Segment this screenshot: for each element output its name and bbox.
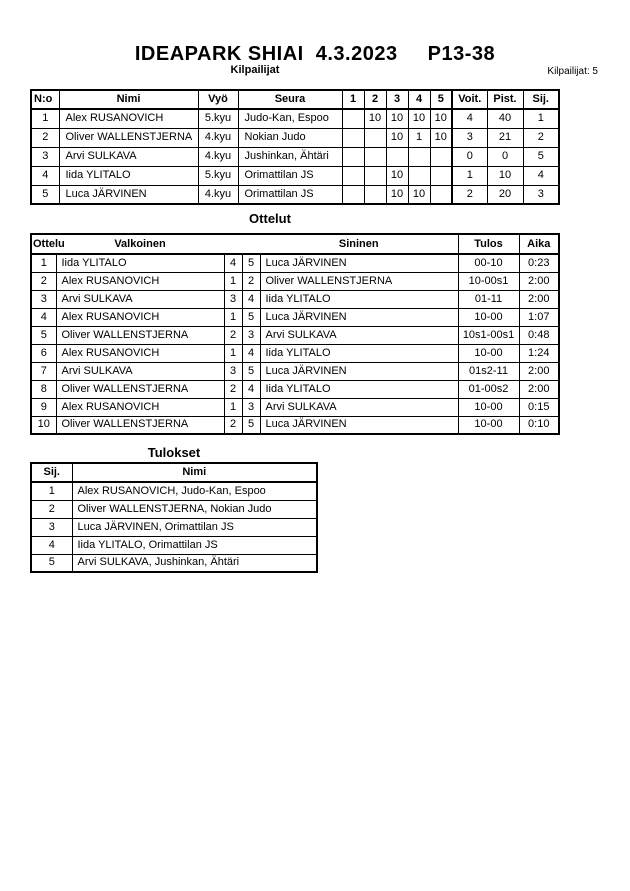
competitor-row bbox=[31, 147, 559, 166]
competitor-name: Arvi SULKAVA bbox=[59, 147, 198, 166]
col-rank: Sij. bbox=[523, 90, 559, 109]
rank: 5 bbox=[523, 147, 559, 166]
time: 1:24 bbox=[519, 344, 559, 362]
points: 10 bbox=[487, 166, 523, 185]
competitor-belt: 4.kyu bbox=[198, 128, 238, 147]
match-number: 1 bbox=[31, 254, 56, 272]
competitors-header-row bbox=[31, 90, 559, 109]
results-section-title: Tulokset bbox=[147, 445, 201, 460]
competitors-table bbox=[30, 89, 560, 205]
col-match-number: Ottelu bbox=[31, 234, 56, 254]
competitor-number: 3 bbox=[31, 147, 59, 166]
time: 0:15 bbox=[519, 398, 559, 416]
match-point-4 bbox=[408, 166, 430, 185]
wins: 2 bbox=[452, 185, 487, 204]
wins: 4 bbox=[452, 109, 487, 128]
category-code: P13-38 bbox=[427, 43, 496, 65]
competitor-club: Jushinkan, Ähtäri bbox=[238, 147, 342, 166]
match-point-2 bbox=[364, 166, 386, 185]
col-score: Tulos bbox=[458, 234, 519, 254]
score: 01-00s2 bbox=[458, 380, 519, 398]
col-blue: Sininen bbox=[260, 234, 458, 254]
competitor-club: Orimattilan JS bbox=[238, 185, 342, 204]
competitor-belt: 5.kyu bbox=[198, 109, 238, 128]
rank: 1 bbox=[523, 109, 559, 128]
time: 0:10 bbox=[519, 416, 559, 434]
name-club: Luca JÄRVINEN, Orimattilan JS bbox=[72, 518, 317, 536]
match-point-2 bbox=[364, 185, 386, 204]
match-point-3: 10 bbox=[386, 128, 408, 147]
white-name: Arvi SULKAVA bbox=[56, 362, 224, 380]
rank: 5 bbox=[31, 554, 72, 572]
white-number: 2 bbox=[224, 326, 242, 344]
matches-table bbox=[30, 233, 560, 435]
rank: 3 bbox=[523, 185, 559, 204]
col-match-5: 5 bbox=[430, 90, 452, 109]
competitor-number: 2 bbox=[31, 128, 59, 147]
blue-name: Iida YLITALO bbox=[260, 344, 458, 362]
match-row bbox=[31, 344, 559, 362]
competitor-number: 4 bbox=[31, 166, 59, 185]
match-point-5 bbox=[430, 185, 452, 204]
match-point-4: 10 bbox=[408, 109, 430, 128]
match-row bbox=[31, 416, 559, 434]
competitor-name: Alex RUSANOVICH bbox=[59, 109, 198, 128]
match-point-1 bbox=[342, 185, 364, 204]
white-number: 4 bbox=[224, 254, 242, 272]
blue-number: 3 bbox=[242, 326, 260, 344]
rank: 4 bbox=[523, 166, 559, 185]
match-number: 3 bbox=[31, 290, 56, 308]
col-match-4: 4 bbox=[408, 90, 430, 109]
match-row bbox=[31, 326, 559, 344]
matches-section-title: Ottelut bbox=[249, 211, 291, 226]
match-point-4: 1 bbox=[408, 128, 430, 147]
col-club: Seura bbox=[238, 90, 342, 109]
white-number: 1 bbox=[224, 398, 242, 416]
score: 10-00 bbox=[458, 308, 519, 326]
white-name: Oliver WALLENSTJERNA bbox=[56, 416, 224, 434]
rank: 3 bbox=[31, 518, 72, 536]
points: 20 bbox=[487, 185, 523, 204]
wins: 0 bbox=[452, 147, 487, 166]
score: 01s2-11 bbox=[458, 362, 519, 380]
match-point-5 bbox=[430, 166, 452, 185]
score: 10s1-00s1 bbox=[458, 326, 519, 344]
col-match-2: 2 bbox=[364, 90, 386, 109]
event-date: 4.3.2023 bbox=[315, 43, 398, 65]
score: 10-00 bbox=[458, 344, 519, 362]
result-row bbox=[31, 554, 317, 572]
blue-number: 4 bbox=[242, 344, 260, 362]
competitor-club: Orimattilan JS bbox=[238, 166, 342, 185]
competitor-club: Nokian Judo bbox=[238, 128, 342, 147]
blue-number: 4 bbox=[242, 380, 260, 398]
result-row bbox=[31, 536, 317, 554]
blue-number: 5 bbox=[242, 416, 260, 434]
match-point-2: 10 bbox=[364, 109, 386, 128]
match-point-4 bbox=[408, 147, 430, 166]
competitor-number: 1 bbox=[31, 109, 59, 128]
competitor-name: Oliver WALLENSTJERNA bbox=[59, 128, 198, 147]
match-row bbox=[31, 380, 559, 398]
score: 10-00 bbox=[458, 416, 519, 434]
col-rank: Sij. bbox=[31, 463, 72, 482]
white-number: 1 bbox=[224, 344, 242, 362]
match-point-3: 10 bbox=[386, 185, 408, 204]
page-title bbox=[0, 43, 630, 66]
white-number: 3 bbox=[224, 290, 242, 308]
rank: 2 bbox=[523, 128, 559, 147]
score: 10-00s1 bbox=[458, 272, 519, 290]
competitor-belt: 4.kyu bbox=[198, 147, 238, 166]
match-number: 2 bbox=[31, 272, 56, 290]
col-belt: Vyö bbox=[198, 90, 238, 109]
match-point-1 bbox=[342, 109, 364, 128]
results-table bbox=[30, 462, 318, 573]
competitor-row bbox=[31, 185, 559, 204]
blue-name: Iida YLITALO bbox=[260, 290, 458, 308]
time: 2:00 bbox=[519, 290, 559, 308]
points: 21 bbox=[487, 128, 523, 147]
match-number: 10 bbox=[31, 416, 56, 434]
blue-number: 2 bbox=[242, 272, 260, 290]
results-header-row bbox=[31, 463, 317, 482]
blue-number: 5 bbox=[242, 254, 260, 272]
blue-name: Iida YLITALO bbox=[260, 380, 458, 398]
competitors-count: Kilpailijat: 5 bbox=[547, 66, 598, 77]
col-blue-number bbox=[242, 234, 260, 254]
score: 10-00 bbox=[458, 398, 519, 416]
blue-number: 5 bbox=[242, 308, 260, 326]
result-row bbox=[31, 500, 317, 518]
col-wins: Voit. bbox=[452, 90, 487, 109]
col-name: Nimi bbox=[72, 463, 317, 482]
time: 2:00 bbox=[519, 362, 559, 380]
blue-name: Oliver WALLENSTJERNA bbox=[260, 272, 458, 290]
blue-name: Arvi SULKAVA bbox=[260, 398, 458, 416]
name-club: Oliver WALLENSTJERNA, Nokian Judo bbox=[72, 500, 317, 518]
rank: 4 bbox=[31, 536, 72, 554]
white-name: Alex RUSANOVICH bbox=[56, 344, 224, 362]
match-row bbox=[31, 362, 559, 380]
name-club: Alex RUSANOVICH, Judo-Kan, Espoo bbox=[72, 482, 317, 500]
name-club: Arvi SULKAVA, Jushinkan, Ähtäri bbox=[72, 554, 317, 572]
match-row bbox=[31, 398, 559, 416]
col-number: N:o bbox=[31, 90, 59, 109]
score: 00-10 bbox=[458, 254, 519, 272]
white-name: Alex RUSANOVICH bbox=[56, 272, 224, 290]
match-point-3: 10 bbox=[386, 166, 408, 185]
match-row bbox=[31, 290, 559, 308]
match-point-3: 10 bbox=[386, 109, 408, 128]
time: 1:07 bbox=[519, 308, 559, 326]
wins: 1 bbox=[452, 166, 487, 185]
white-name: Alex RUSANOVICH bbox=[56, 398, 224, 416]
white-number: 3 bbox=[224, 362, 242, 380]
white-name: Alex RUSANOVICH bbox=[56, 308, 224, 326]
match-number: 9 bbox=[31, 398, 56, 416]
points: 40 bbox=[487, 109, 523, 128]
competitor-belt: 5.kyu bbox=[198, 166, 238, 185]
match-number: 4 bbox=[31, 308, 56, 326]
match-number: 8 bbox=[31, 380, 56, 398]
white-name: Oliver WALLENSTJERNA bbox=[56, 380, 224, 398]
time: 2:00 bbox=[519, 380, 559, 398]
score: 01-11 bbox=[458, 290, 519, 308]
competitor-number: 5 bbox=[31, 185, 59, 204]
competitor-name: Luca JÄRVINEN bbox=[59, 185, 198, 204]
match-point-5 bbox=[430, 147, 452, 166]
white-number: 1 bbox=[224, 272, 242, 290]
match-point-4: 10 bbox=[408, 185, 430, 204]
match-point-1 bbox=[342, 147, 364, 166]
blue-name: Luca JÄRVINEN bbox=[260, 254, 458, 272]
blue-name: Luca JÄRVINEN bbox=[260, 308, 458, 326]
white-name: Arvi SULKAVA bbox=[56, 290, 224, 308]
blue-name: Luca JÄRVINEN bbox=[260, 362, 458, 380]
rank: 1 bbox=[31, 482, 72, 500]
col-white-number bbox=[224, 234, 242, 254]
match-number: 6 bbox=[31, 344, 56, 362]
matches-header-row bbox=[31, 234, 559, 254]
match-row bbox=[31, 272, 559, 290]
match-row bbox=[31, 308, 559, 326]
competitor-club: Judo-Kan, Espoo bbox=[238, 109, 342, 128]
competitor-name: Iida YLITALO bbox=[59, 166, 198, 185]
col-name: Nimi bbox=[59, 90, 198, 109]
match-row bbox=[31, 254, 559, 272]
blue-number: 5 bbox=[242, 362, 260, 380]
blue-name: Arvi SULKAVA bbox=[260, 326, 458, 344]
time: 0:23 bbox=[519, 254, 559, 272]
competitor-row bbox=[31, 128, 559, 147]
match-point-5: 10 bbox=[430, 128, 452, 147]
match-number: 5 bbox=[31, 326, 56, 344]
white-name: Iida YLITALO bbox=[56, 254, 224, 272]
blue-name: Luca JÄRVINEN bbox=[260, 416, 458, 434]
match-point-5: 10 bbox=[430, 109, 452, 128]
white-name: Oliver WALLENSTJERNA bbox=[56, 326, 224, 344]
competitor-row bbox=[31, 166, 559, 185]
match-number: 7 bbox=[31, 362, 56, 380]
white-number: 2 bbox=[224, 416, 242, 434]
match-point-2 bbox=[364, 147, 386, 166]
match-point-2 bbox=[364, 128, 386, 147]
time: 2:00 bbox=[519, 272, 559, 290]
event-name: IDEAPARK SHIAI bbox=[134, 43, 304, 65]
col-time: Aika bbox=[519, 234, 559, 254]
col-points: Pist. bbox=[487, 90, 523, 109]
col-white: Valkoinen bbox=[56, 234, 224, 254]
col-match-3: 3 bbox=[386, 90, 408, 109]
match-point-1 bbox=[342, 166, 364, 185]
match-point-1 bbox=[342, 128, 364, 147]
blue-number: 3 bbox=[242, 398, 260, 416]
points: 0 bbox=[487, 147, 523, 166]
result-row bbox=[31, 518, 317, 536]
blue-number: 4 bbox=[242, 290, 260, 308]
competitors-section-title: Kilpailijat bbox=[230, 64, 280, 76]
time: 0:48 bbox=[519, 326, 559, 344]
result-row bbox=[31, 482, 317, 500]
white-number: 1 bbox=[224, 308, 242, 326]
match-point-3 bbox=[386, 147, 408, 166]
wins: 3 bbox=[452, 128, 487, 147]
name-club: Iida YLITALO, Orimattilan JS bbox=[72, 536, 317, 554]
rank: 2 bbox=[31, 500, 72, 518]
competitor-belt: 4.kyu bbox=[198, 185, 238, 204]
white-number: 2 bbox=[224, 380, 242, 398]
competitor-row bbox=[31, 109, 559, 128]
col-match-1: 1 bbox=[342, 90, 364, 109]
